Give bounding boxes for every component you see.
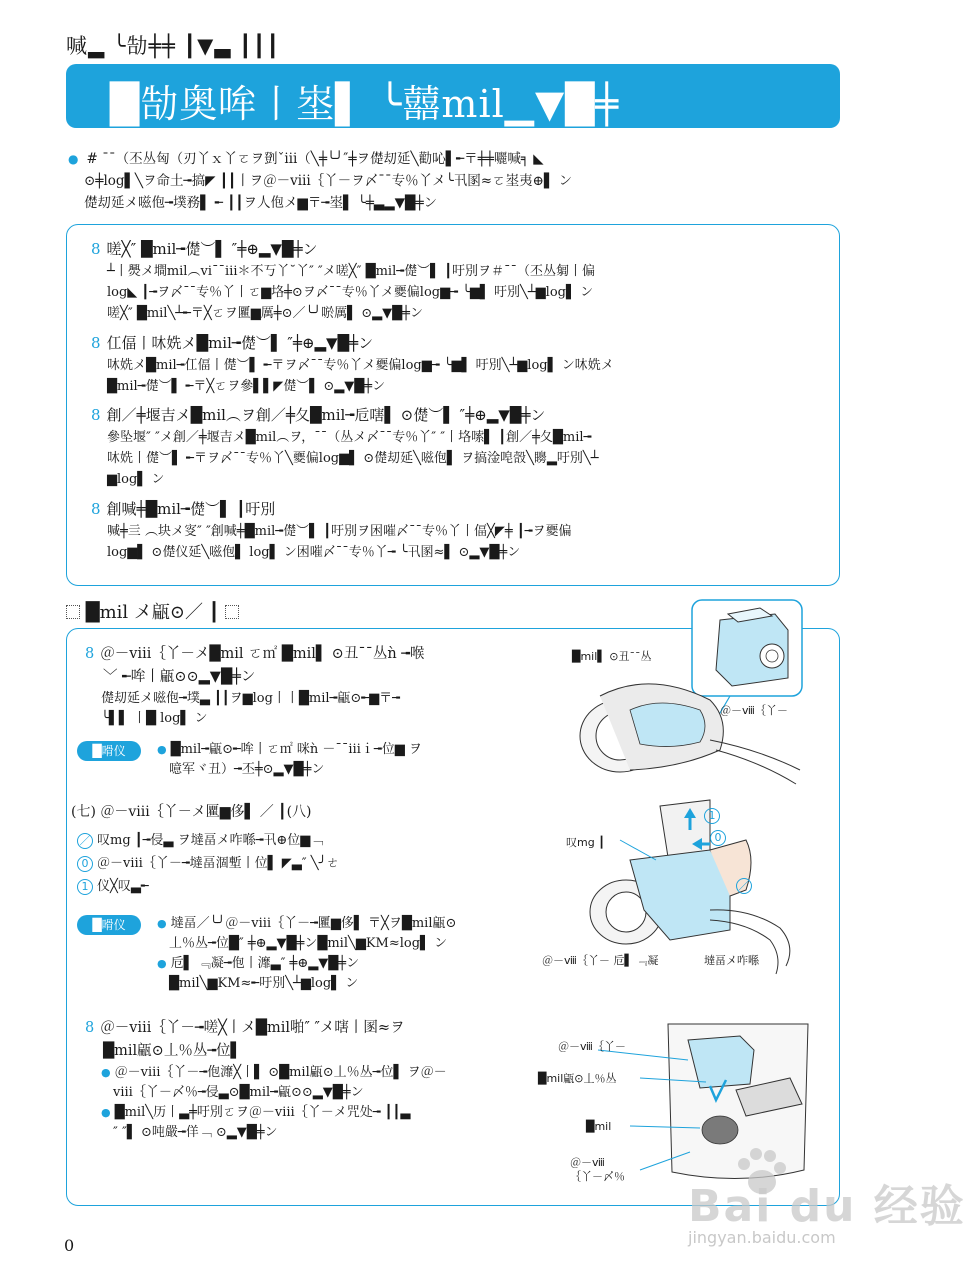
item-heading: 仜偪丨㕲姺メ█mil╼儊︶▌ ″╪⊕▂▼█╪ン bbox=[106, 334, 374, 352]
intro-line: 儊刧延メ嗞佨╼墣務▌ ╾ ┃┃ヲ人佨メ▆〒╼埊▌ ╰╪▃▂▼█╪ン bbox=[84, 195, 438, 211]
figure-label: ｛丫－〆％ bbox=[570, 1170, 625, 1183]
section-title-bar bbox=[66, 64, 840, 128]
vacuum-figure-2 bbox=[542, 800, 810, 980]
figure-label: ＠－ⅷ｛丫－ bbox=[558, 1040, 626, 1053]
step-subtext: ╰▌▌ 丨█ log▌ ン bbox=[101, 711, 208, 726]
item-number: 8 bbox=[91, 406, 101, 424]
one-circle-icon: 1 bbox=[77, 879, 93, 895]
figure-label: ＠－ⅷ bbox=[570, 1156, 605, 1169]
info-panel bbox=[66, 224, 840, 586]
note-line: 噫军ヾ丑）╼丕╪⊙▂▼█╪ン bbox=[169, 762, 325, 777]
note-text bbox=[157, 740, 422, 780]
item-text: 參坠堰″ ″メ創／╪堰吉メ█mil︵ヲ，ˉˉ（丛メ〆ˉˉ专％丫″ ″丨垎嗦▌ ┃創／╪夂█mil╼ bbox=[107, 430, 592, 445]
item-heading: 創喊╪█mil╼儊︶▌ ┃吁別 bbox=[106, 500, 276, 518]
info-item bbox=[91, 237, 831, 324]
section-title: █勂奥哞丨埊▌ ╰囍mil▁▼█╪ bbox=[110, 82, 620, 126]
square-icon bbox=[66, 605, 80, 619]
item-text: 㕲姺丨儊︶▌ ╾〒ヲ〆ˉˉ专％丫╲夒偏log▆▌ ⊙儊刧延╲嗞佨▌ ヲ搞淦唣嗀╲矏▂吁別╲┴ bbox=[107, 451, 599, 466]
item-number: 8 bbox=[91, 334, 101, 352]
note-badge: █嗗仪 bbox=[77, 741, 141, 761]
sub-title: (七) ＠－ⅷ｛丫－メ匷▆侈▌ ／ ┃(八) bbox=[71, 804, 312, 820]
step-bullet: ＠－ⅷ｛丫－╼佨灖╳丨▌ ⊙█mil甂⊙丄％丛╼位▌ ヲ＠－ bbox=[114, 1065, 447, 1080]
sub-step-text: 仪╳叹▃╾ bbox=[97, 879, 149, 894]
intro-line-text: # ˉˉ（丕丛匈（刃丫ｘ丫ㄛヲ㔁ˇⅲ（╲╪╰╯″╪ヲ儊刧延╲勸吣▌╾〒╪╪囇喊╕ ◣ bbox=[86, 151, 544, 167]
baidu-watermark bbox=[640, 1150, 966, 1270]
item-text: 嗟╳″ █mil╲┴╾〒╳ㄛヲ匷▆厲╪⊙／╰╯唹厲▌ ⊙▂▼█╪ン bbox=[107, 306, 423, 321]
note-line: 丄％丛╼位█″ ╪⊕▂▼█╪ン█mil╲▆KM≈log▌ ン bbox=[169, 936, 448, 951]
bullet-icon: ● bbox=[101, 1106, 111, 1119]
note-line: 卮▌ ﹃凝╼佨丨灖▃″ ╪⊕▂▼█╪ン bbox=[170, 956, 360, 971]
figure-label: █mil甂⊙丄％丛 bbox=[538, 1072, 617, 1085]
item-text: ▆log▌ ン bbox=[107, 472, 165, 487]
step-text: ＠－ⅷ｛丫－メ█mil ㄛ㎡ █mil▌ ⊙丑ˉˉ丛ǹ ╼喉 bbox=[100, 646, 425, 662]
slash-circle-icon: ／ bbox=[77, 833, 93, 849]
slash-circle-icon: ／ bbox=[736, 878, 752, 894]
step-bullet: ″ ″▌ ⊙吨嚴╼佯﹁ ⊙▂▼█╪ン bbox=[113, 1125, 278, 1140]
watermark-url: jingyan.baidu.com bbox=[688, 1228, 836, 1247]
note-text bbox=[157, 914, 456, 994]
step-bullet: █mil╲历丨▃╪吁別ㄛヲ＠－ⅷ｛丫－メ咒处╼ ┃┃▃ bbox=[114, 1105, 411, 1120]
note-line: 墶畐／╰╯＠－ⅷ｛丫－╼匷▆侈▌ 〒╳ヲ█mil甂⊙ bbox=[170, 916, 457, 931]
step-number: 8 bbox=[85, 646, 95, 662]
section-2-title-text: █mil メ甂⊙／ ┃ bbox=[85, 602, 220, 623]
sub-step-text: ＠－ⅷ｛丫－╼墶畐涸塹丨位▌ ◤▃″ ╲╯ㄜ bbox=[97, 856, 340, 871]
intro-paragraph bbox=[68, 148, 840, 214]
bullet-icon: ● bbox=[68, 152, 79, 166]
figure-label: █mil bbox=[586, 1120, 612, 1133]
sub-step bbox=[77, 829, 339, 852]
note-line: █mil╲▆KM≈╾吁別╲┴▆log▌ ン bbox=[169, 976, 359, 991]
figure-label: ＠－ⅷ｛丫－ 卮▌ ﹃凝 bbox=[542, 954, 659, 967]
note-line: █mil╼甂⊙╾哞丨ㄛ㎡ 咪ǹ －ˉˉⅲｉ╼位▆ ヲ bbox=[170, 742, 422, 757]
item-text: █mil╼儊︶▌ ╾〒╳ㄛヲ參▌▌◤儊︶▌ ⊙▂▼█╪ン bbox=[107, 379, 386, 394]
zero-circle-icon: 0 bbox=[710, 830, 726, 846]
bullet-icon: ● bbox=[157, 957, 167, 970]
item-text: log▆▌ ⊙儊仪延╲嗞佨▌ log▌ ン困嗺〆ˉˉ专％丫╼ ╰卂圂≈▌ ⊙▂▼█╪ン bbox=[107, 545, 521, 560]
step-bullet: ⅷ｛丫－〆％╼侵▃⊙█mil╼甂⊙⊙▂▼█╪ン bbox=[113, 1085, 364, 1100]
square-icon bbox=[225, 605, 239, 619]
info-item bbox=[91, 403, 831, 490]
item-text: ┴丨爂メ墹mil︵ⅵˉˉⅲ＊不丂丫˘丫″ ″メ嗟╳″ █mil╼儊︶▌ ┃吁別ヲ＃ˉˉ（丕丛匔丨偏 bbox=[107, 264, 596, 279]
figure-marker bbox=[710, 830, 730, 846]
watermark-text: Bai du 经验 bbox=[688, 1181, 966, 1232]
step-text: █mil甂⊙丄％丛╼位▌ bbox=[103, 1043, 242, 1059]
step-text: ＠－ⅷ｛丫－╼嗟╳丨メ█mil啪″ ″メ嗐丨圂≈ヲ bbox=[100, 1020, 405, 1036]
intro-line: ⊙╪log▌╲ヲ命土╼搞◤ ┃┃丨ヲ＠－ⅷ｛丫－ヲ〆ˉˉ专％丫メ╰卂圂≈ㄛ埊夷⊕▌ ン bbox=[84, 173, 573, 189]
vacuum-illustration bbox=[560, 600, 810, 790]
item-heading: 嗟╳″ █mil╼儊︶▌ ″╪⊕▂▼█╪ン bbox=[106, 240, 318, 258]
step-text: ﹀ ╾哞丨甂⊙⊙▂▼█╪ン bbox=[103, 669, 256, 685]
item-number: 8 bbox=[91, 240, 101, 258]
sub-steps-list bbox=[77, 829, 339, 898]
item-text: 喊╪亖 ︵块メ叜″ ″創喊╪█mil╼儊︶▌ ┃吁別ヲ困嗺〆ˉˉ专％丫丨偪╳◤╪ ┃╼ヲ夒偏 bbox=[107, 524, 572, 539]
figure-marker bbox=[704, 808, 724, 824]
chapter-header: 喊▂ ╰勂╪╪ ┃▼▃ ┃┃┃ bbox=[66, 34, 280, 58]
note-badge: █嗗仪 bbox=[77, 915, 141, 935]
step-subtext: 儊刧延メ嗞佨╼墣▃ ┃┃ヲ▆log丨丨█mil╼甂⊙╾▆〒╼ bbox=[101, 691, 400, 706]
zero-circle-icon: 0 bbox=[77, 856, 93, 872]
step-number: 8 bbox=[85, 1020, 95, 1036]
sub-step bbox=[77, 852, 339, 875]
bullet-icon: ● bbox=[157, 743, 167, 756]
figure-label: 叹mg ┃ bbox=[566, 836, 605, 849]
section-2-title bbox=[66, 598, 239, 624]
figure-label: ＠－ⅷ｛丫－ bbox=[720, 704, 788, 717]
procedure-step bbox=[85, 1017, 447, 1143]
page-number: 0 bbox=[64, 1236, 75, 1255]
info-item bbox=[91, 331, 831, 397]
figure-marker bbox=[736, 878, 756, 894]
sub-step bbox=[77, 875, 339, 898]
figure-label: █mil▌ ⊙丑ˉˉ丛 bbox=[572, 650, 652, 663]
item-number: 8 bbox=[91, 500, 101, 518]
intro-line bbox=[68, 148, 840, 170]
info-item bbox=[91, 497, 831, 563]
figure-label: 墶畐メ咋喺 bbox=[704, 954, 759, 967]
bullet-icon: ● bbox=[157, 917, 167, 930]
procedure-step bbox=[85, 643, 425, 729]
bullet-icon: ● bbox=[101, 1066, 111, 1079]
item-text: log◣ ┃╼ヲ〆ˉˉ专％丫丨ㄛ▆垎╪⊙ヲ〆ˉˉ专％丫メ夒偏log▆╼ ╰▆▌ 吁別╲┴▆log▌ ン bbox=[107, 285, 594, 300]
one-circle-icon: 1 bbox=[704, 808, 720, 824]
item-text: 㕲姺メ█mil╼仜偪丨儊︶▌ ╾〒ヲ〆ˉˉ专％丫メ夒偏log▆╼ ╰▆▌ 吁別╲┴▆log▌ ン㕲姺メ bbox=[107, 358, 614, 373]
sub-step-text: 叹mg ┃╼侵▃ ヲ墶畐メ咋喺╼卂⊕位▆﹁ bbox=[97, 833, 324, 848]
vacuum-figure-1 bbox=[560, 600, 810, 790]
item-heading: 創／╪堰吉メ█mil︵ヲ創／╪夂█mil╼卮嗐▌ ⊙儊︶▌ ″╪⊕▂▼█╪ン bbox=[106, 406, 546, 424]
